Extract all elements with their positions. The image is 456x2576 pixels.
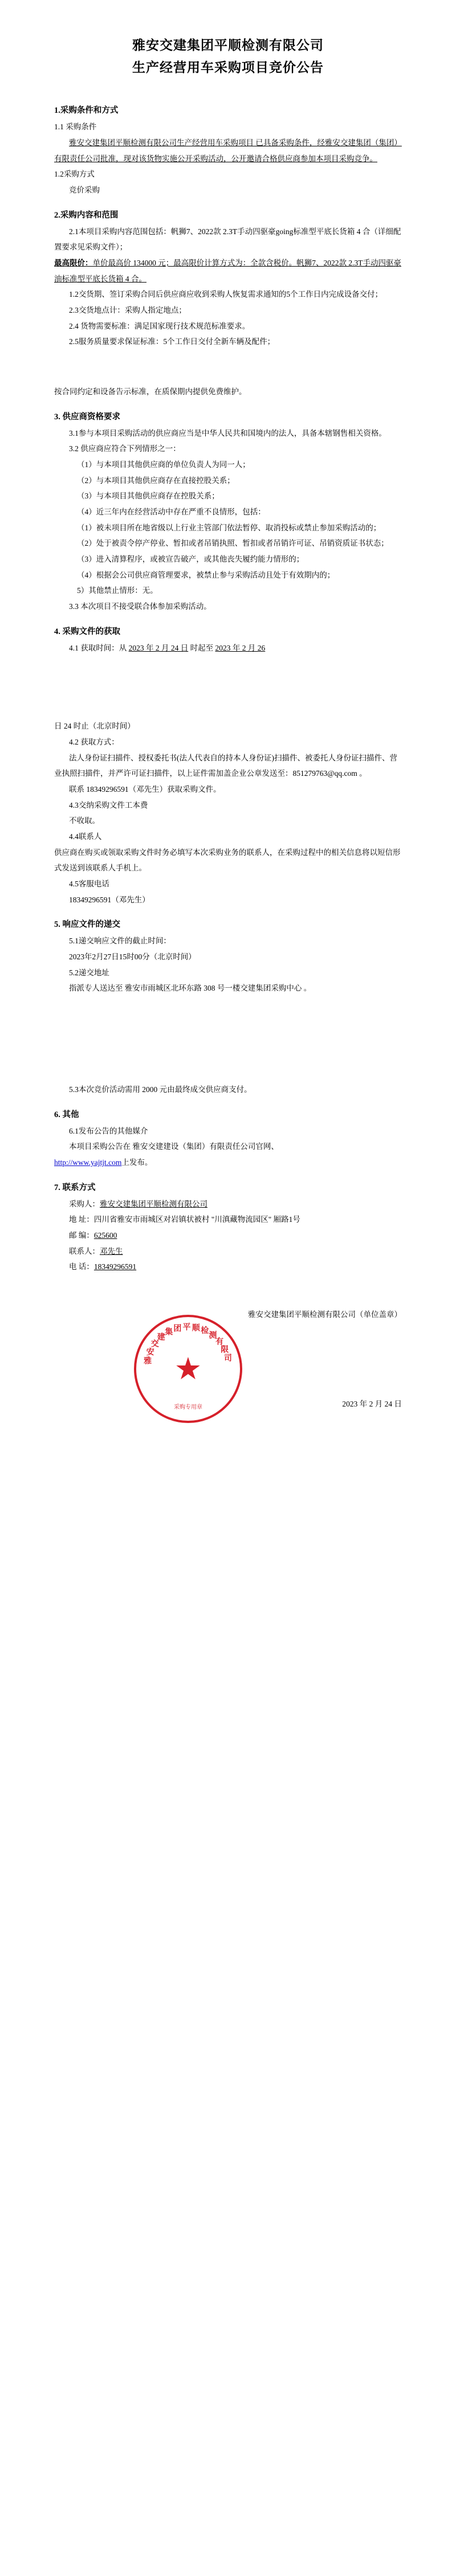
section-4-3-heading: 4.3交纳采购文件工本费 bbox=[69, 800, 148, 809]
section-2-tail: 按合同约定和设备告示标准，在质保期内提供免费维护。 bbox=[54, 387, 247, 396]
contact-label: 联系人： bbox=[69, 1246, 100, 1256]
signature-area bbox=[54, 1298, 402, 1446]
section-4-5-heading: 4.5客服电话 bbox=[69, 880, 109, 889]
section-3-2: 3.2 供应商应符合下列情形之一： bbox=[69, 444, 181, 453]
section-3-2-item-5: （1）被未项目所在地省级以上行业主管部门依法暂停、取消投标或禁止参加采购活动的； bbox=[77, 523, 381, 532]
section-6-1-tail: 上发布。 bbox=[121, 1158, 153, 1167]
acquire-end-date: 2023 年 2 月 26 bbox=[215, 643, 266, 652]
section-4-2-body: 法人身份证扫描件、授权委托书(法人代表自的持本人身份证)扫描件、被委托人身份证扫描件、营业执照扫描件，并严许可证扫描件，以上证件需加盖企业公章发送至：851279763@qq.com 。 bbox=[54, 753, 397, 778]
telephone-value: 18349296591 bbox=[93, 1262, 137, 1271]
company-seal-stamp bbox=[134, 1315, 242, 1423]
section-3-2-item-3: （3）与本项目其他供应商存在控股关系； bbox=[77, 492, 219, 501]
section-2-2: 1.2交货期、签订采购合同后供应商应收到采购人恢复需求通知的5个工作日内完成设备交付； bbox=[69, 290, 383, 299]
address-label: 地 址： bbox=[69, 1215, 94, 1224]
section-4-5-body: 18349296591（邓先生） bbox=[69, 895, 150, 904]
section-4-3-body: 不收取。 bbox=[69, 816, 100, 825]
postcode-value: 625600 bbox=[93, 1231, 117, 1240]
section-3-1: 3.1参与本项目采购活动的供应商应当是中华人民共和国境内的法人，具备本辖钢售相关资格。 bbox=[69, 428, 386, 437]
postcode-label: 邮 编： bbox=[69, 1231, 94, 1240]
section-3-2-item-6: （2）处于被责令停产停业、暂扣或者吊销执照、暂扣或者吊销许可证、吊销资质证书状态； bbox=[77, 539, 389, 548]
max-price-label: 最高限价： bbox=[54, 258, 93, 267]
title-line-2: 生产经营用车采购项目竞价公告 bbox=[132, 60, 324, 75]
section-3-4: 5）其他禁止情形：无。 bbox=[77, 586, 158, 595]
section-1-2-body: 竞价采购 bbox=[69, 185, 100, 194]
seal-ring-text: 雅 安 交 建 集 团 平 顺 检 测 有 限 司 bbox=[144, 1323, 232, 1366]
section-1-1-heading: 1.1 采购条件 bbox=[54, 122, 97, 132]
section-2-1: 2.1本项目采购内容范围包括：帆狮7、2022款 2.3T手动四驱豪going标准型平底长货箱 4 合（详细配置要求见采购文件）； bbox=[54, 227, 401, 252]
section-5-heading: 5. 响应文件的递交 bbox=[54, 920, 120, 930]
section-5-2-body: 指派专人送达至 雅安市雨城区北环东路 308 号一楼交建集团采购中心 。 bbox=[69, 984, 312, 993]
section-3-heading: 3. 供应商资格要求 bbox=[54, 412, 120, 422]
section-3-2-item-2: （2）与本项目其他供应商存在直接控股关系； bbox=[77, 476, 235, 485]
section-5-1-body: 2023年2月27日15时00分（北京时间） bbox=[69, 952, 196, 962]
section-1-1-body: 雅安交建集团平顺检测有限公司生产经营用车采购项目 已具备采购条件，经雅安交建集团（集团）有限责任公司批准，现对该货物实施公开采购活动，公开邀请合格供应商参加本项目采购竞争。 bbox=[54, 138, 402, 163]
section-1-2-heading: 1.2采购方式 bbox=[54, 170, 95, 179]
section-5-3: 5.3本次竞价活动需用 2000 元由最终成交供应商支付。 bbox=[69, 1085, 252, 1094]
seal-star-icon: ★ bbox=[174, 1352, 202, 1387]
acquire-start-date: 2023 年 2 月 24 日 bbox=[128, 643, 189, 652]
section-4-1-tail: 日 24 时止（北京时间） bbox=[54, 722, 135, 731]
seal-bottom-text: 采购专用章 bbox=[174, 1404, 202, 1411]
section-4-4-body: 供应商在购买或领取采购文件时务必填写本次采购业务的联系人，在采购过程中的相关信息将以短信形式发送到该联系人手机上。 bbox=[54, 848, 401, 873]
section-4-4-heading: 4.4联系人 bbox=[69, 832, 102, 841]
section-4-1-prefix: 4.1 获取时间：从 bbox=[69, 643, 127, 652]
section-5-1-heading: 5.1递交响应文件的截止时间： bbox=[69, 937, 171, 946]
page-title bbox=[54, 34, 402, 79]
buyer-label: 采购人： bbox=[69, 1199, 100, 1208]
section-3-2-item-7: （3）进入清算程序，或被宣告破产，或其他丧失履约能力情形的； bbox=[77, 554, 304, 563]
contact-value: 邓先生 bbox=[100, 1246, 123, 1256]
address-value: 四川省雅安市雨城区对岩镇状被村 "川滇藏物流园区" 厢路1号 bbox=[93, 1215, 300, 1224]
section-4-1-mid: 时起至 bbox=[190, 643, 214, 652]
section-2-3: 2.3交货地点计：采购人指定地点； bbox=[69, 305, 186, 314]
section-4-heading: 4. 采购文件的获取 bbox=[54, 627, 120, 636]
section-3-2-item-4: （4）近三年内在经营活动中存在严重不良情形，包括： bbox=[77, 507, 266, 516]
section-4-2-contact: 联系 18349296591（邓先生）获取采购文件。 bbox=[69, 785, 221, 794]
section-2-heading: 2.采购内容和范围 bbox=[54, 210, 119, 220]
section-3-3: （4）根据会公司供应商管理要求，被禁止参与采购活动且处于有效期内的； bbox=[77, 570, 335, 579]
section-3-5: 3.3 本次项目不接受联合体参加采购活动。 bbox=[69, 602, 211, 611]
max-price-body: 单价最高价 134000 元；最高限价计算方式为：全款含税价。帆狮7、2022款 2.3T手动四驱豪油标准型平底长货箱 4 合。 bbox=[54, 258, 401, 283]
buyer-value: 雅安交建集团平顺检测有限公司 bbox=[100, 1199, 207, 1208]
section-7-heading: 7. 联系方式 bbox=[54, 1183, 96, 1192]
signature-date: 2023 年 2 月 24 日 bbox=[342, 1400, 402, 1409]
section-1-heading: 1.采购条件和方式 bbox=[54, 106, 119, 116]
section-6-1-body: 本项目采购公告在 雅安交建建设（集团）有限责任公司官网、 bbox=[69, 1142, 279, 1151]
signature-company: 雅安交建集团平顺检测有限公司（单位盖章） bbox=[248, 1310, 402, 1319]
title-line-1: 雅安交建集团平顺检测有限公司 bbox=[132, 38, 324, 52]
section-4-2-heading: 4.2 获取方式： bbox=[69, 738, 119, 746]
section-6-1-heading: 6.1发布公告的其他媒介 bbox=[69, 1126, 148, 1135]
section-2-4: 2.4 货物需要标准：满足国家现行技术规范标准要求。 bbox=[69, 321, 250, 330]
announcement-url-link[interactable]: http://www.yajtjt.com bbox=[54, 1158, 122, 1167]
section-6-heading: 6. 其他 bbox=[54, 1110, 79, 1119]
section-2-5: 2.5服务质量要求保证标准：5个工作日交付全新车辆及配件； bbox=[69, 337, 275, 346]
section-5-2-heading: 5.2递交地址 bbox=[69, 968, 109, 977]
telephone-label: 电 话： bbox=[69, 1262, 94, 1271]
section-3-2-item-1: （1）与本项目其他供应商的单位负责人为同一人； bbox=[77, 460, 250, 469]
